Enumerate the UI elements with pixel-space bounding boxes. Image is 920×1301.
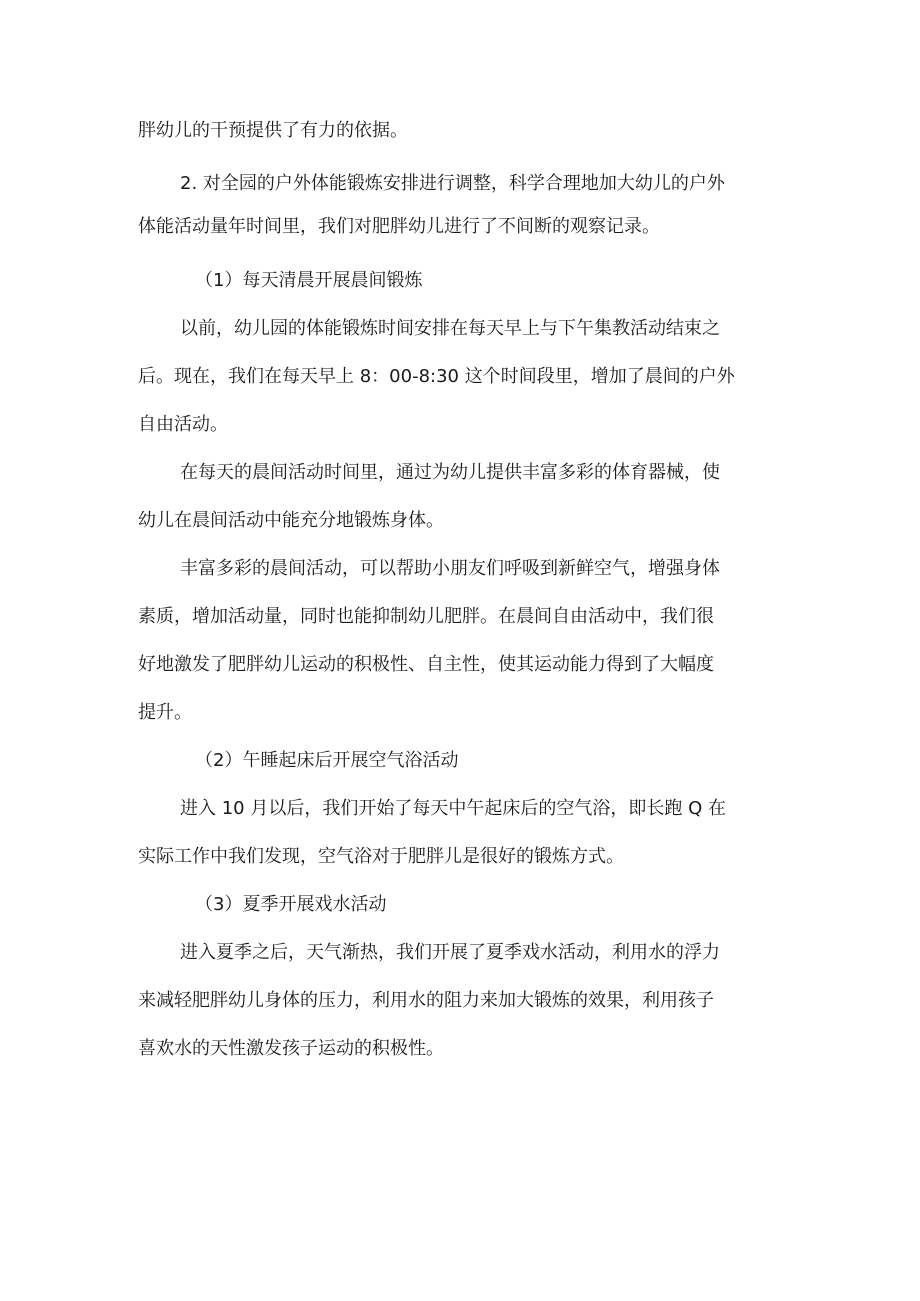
text-line: 自由活动。 bbox=[138, 414, 228, 435]
text-line: 喜欢水的天性激发孩子运动的积极性。 bbox=[138, 1038, 444, 1059]
text-line: 丰富多彩的晨间活动，可以帮助小朋友们呼吸到新鲜空气，增强身体 bbox=[180, 558, 720, 579]
text-line: 提升。 bbox=[138, 702, 192, 723]
section-heading: （2）午睡起床后开展空气浴活动 bbox=[195, 750, 459, 771]
text-line: 2. 对全园的户外体能锻炼安排进行调整，科学合理地加大幼儿的户外 bbox=[180, 173, 725, 194]
text-line: 来减轻肥胖幼儿身体的压力，利用水的阻力来加大锻炼的效果，利用孩子 bbox=[138, 990, 714, 1011]
text-line: 素质，增加活动量，同时也能抑制幼儿肥胖。在晨间自由活动中，我们很 bbox=[138, 606, 714, 627]
text-line: 进入 10 月以后，我们开始了每天中午起床后的空气浴，即长跑 Q 在 bbox=[180, 798, 726, 819]
text-line: 体能活动量年时间里，我们对肥胖幼儿进行了不间断的观察记录。 bbox=[138, 216, 660, 237]
text-line: 以前，幼儿园的体能锻炼时间安排在每天早上与下午集教活动结束之 bbox=[180, 318, 720, 339]
section-heading: （1）每天清晨开展晨间锻炼 bbox=[195, 270, 423, 291]
text-line: 好地激发了肥胖幼儿运动的积极性、自主性，使其运动能力得到了大幅度 bbox=[138, 654, 714, 675]
text-line: 幼儿在晨间活动中能充分地锻炼身体。 bbox=[138, 510, 444, 531]
text-line: 实际工作中我们发现，空气浴对于肥胖儿是很好的锻炼方式。 bbox=[138, 846, 624, 867]
text-line: 在每天的晨间活动时间里，通过为幼儿提供丰富多彩的体育器械，使 bbox=[180, 462, 720, 483]
text-line: 胖幼儿的干预提供了有力的依据。 bbox=[138, 120, 408, 141]
text-line: 后。现在，我们在每天早上 8：00-8:30 这个时间段里，增加了晨间的户外 bbox=[138, 366, 735, 387]
section-heading: （3）夏季开展戏水活动 bbox=[195, 894, 387, 915]
text-line: 进入夏季之后，天气渐热，我们开展了夏季戏水活动，利用水的浮力 bbox=[180, 942, 720, 963]
